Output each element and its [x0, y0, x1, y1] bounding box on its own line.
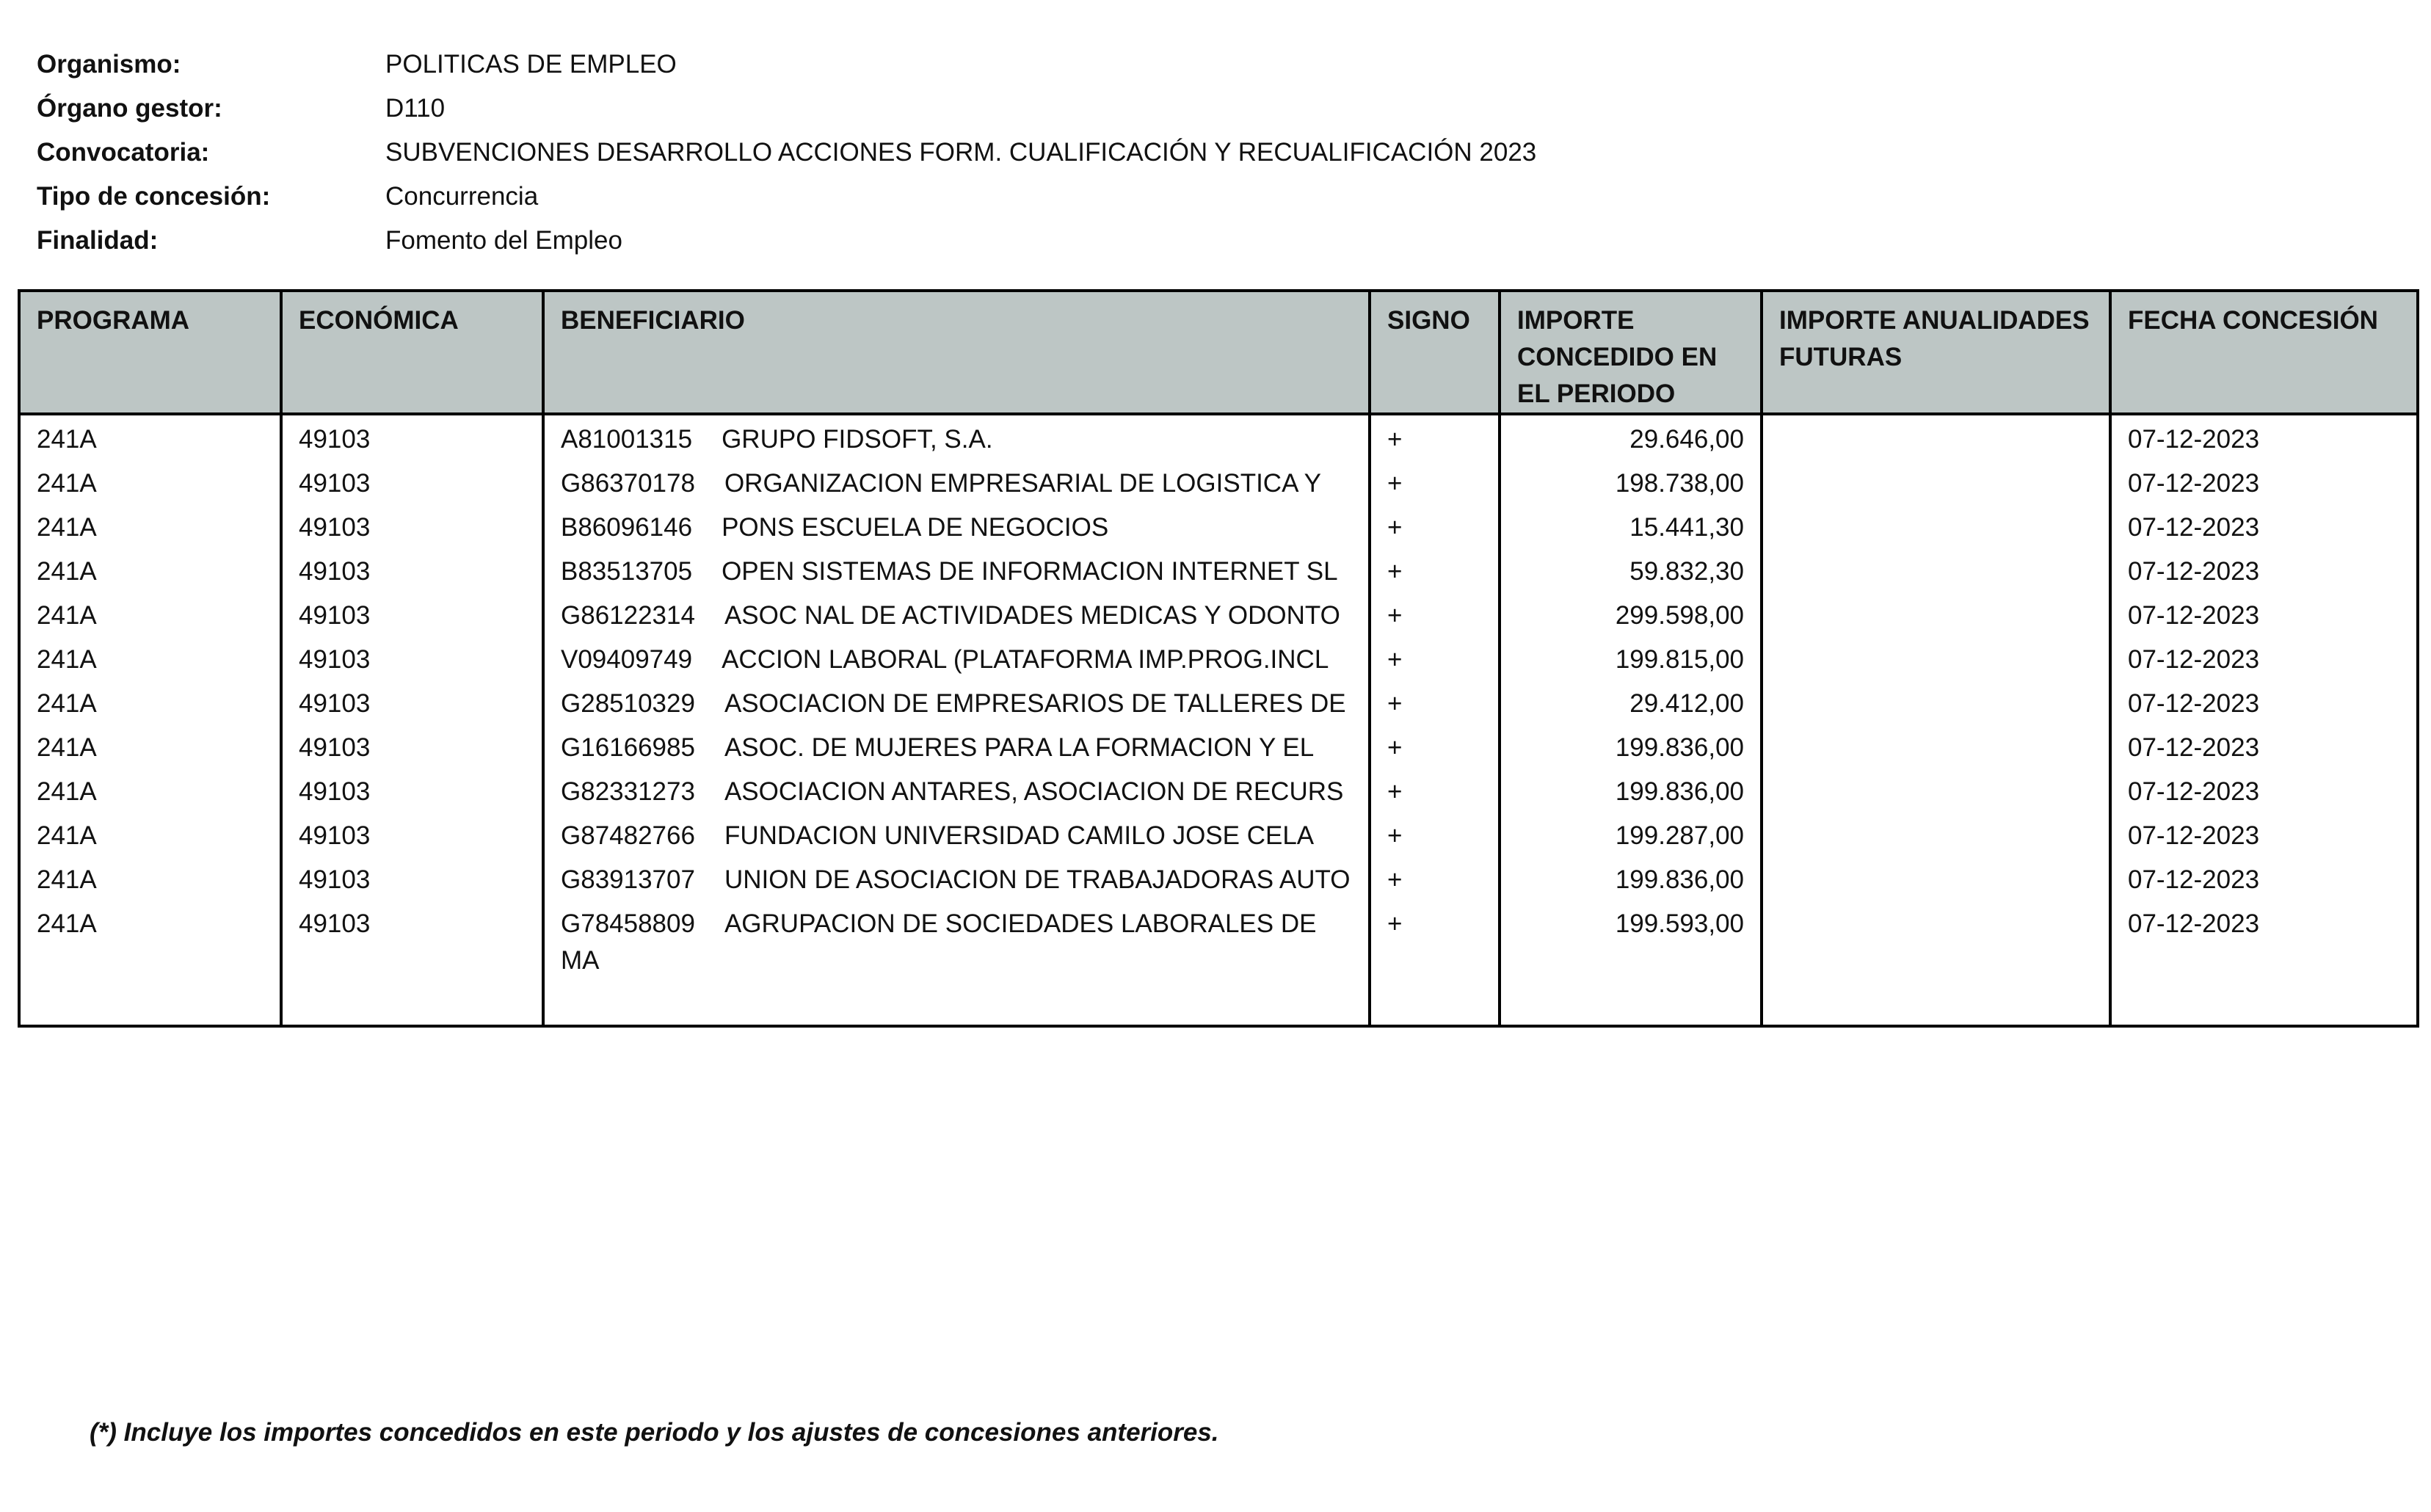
- cell-beneficiario: [543, 592, 1370, 636]
- beneficiary-nif: G83913707: [561, 865, 695, 894]
- table-row: [19, 592, 2418, 636]
- cell-programa: 241A: [19, 768, 281, 812]
- cell-importe-periodo: 199.836,00: [1500, 724, 1762, 768]
- beneficiary-nif: G16166985: [561, 733, 695, 762]
- table-row: [19, 414, 2418, 459]
- table-row: [19, 768, 2418, 812]
- table-row: [19, 900, 2418, 1026]
- cell-importe-periodo: 199.836,00: [1500, 768, 1762, 812]
- beneficiary-name: ASOC. DE MUJERES PARA LA FORMACION Y EL: [724, 733, 1315, 762]
- cell-economica: 49103: [281, 900, 543, 1026]
- beneficiary-nif: G82331273: [561, 777, 695, 806]
- cell-beneficiario: [543, 900, 1370, 1026]
- cell-beneficiario: [543, 812, 1370, 856]
- beneficiary-nif: V09409749: [561, 645, 693, 674]
- cell-programa: 241A: [19, 856, 281, 900]
- cell-signo: +: [1370, 812, 1500, 856]
- beneficiary-name: AGRUPACION DE SOCIEDADES LABORALES DE MA: [561, 909, 1317, 975]
- cell-fecha: 07-12-2023: [2110, 812, 2418, 856]
- cell-fecha: 07-12-2023: [2110, 459, 2418, 504]
- column-header-fecha: FECHA CONCESIÓN: [2110, 291, 2418, 414]
- column-header-economica: ECONÓMICA: [281, 291, 543, 414]
- cell-programa: 241A: [19, 724, 281, 768]
- cell-importe-futuras: [1762, 812, 2110, 856]
- organismo-value: POLITICAS DE EMPLEO: [385, 50, 677, 79]
- cell-importe-futuras: [1762, 724, 2110, 768]
- table-row: [19, 856, 2418, 900]
- column-header-importe-periodo: IMPORTE CONCEDIDO EN EL PERIODO: [1500, 291, 1762, 414]
- cell-economica: 49103: [281, 548, 543, 592]
- cell-importe-futuras: [1762, 592, 2110, 636]
- beneficiary-name: ACCION LABORAL (PLATAFORMA IMP.PROG.INCL: [722, 645, 1329, 674]
- cell-signo: +: [1370, 504, 1500, 548]
- beneficiary-name: ORGANIZACION EMPRESARIAL DE LOGISTICA Y: [724, 469, 1321, 498]
- cell-economica: 49103: [281, 724, 543, 768]
- concessions-table: [18, 289, 2419, 1028]
- cell-economica: 49103: [281, 812, 543, 856]
- table-body: [19, 414, 2418, 1026]
- cell-programa: 241A: [19, 680, 281, 724]
- cell-economica: 49103: [281, 680, 543, 724]
- cell-importe-periodo: 198.738,00: [1500, 459, 1762, 504]
- cell-programa: 241A: [19, 900, 281, 1026]
- tipo-concesion-row: [37, 175, 1536, 219]
- cell-economica: 49103: [281, 856, 543, 900]
- cell-importe-periodo: 199.836,00: [1500, 856, 1762, 900]
- cell-signo: +: [1370, 680, 1500, 724]
- cell-beneficiario: [543, 548, 1370, 592]
- cell-economica: 49103: [281, 636, 543, 680]
- beneficiary-name: UNION DE ASOCIACION DE TRABAJADORAS AUTO: [724, 865, 1351, 894]
- cell-importe-futuras: [1762, 636, 2110, 680]
- cell-signo: +: [1370, 768, 1500, 812]
- cell-economica: 49103: [281, 592, 543, 636]
- beneficiary-nif: G86370178: [561, 469, 695, 498]
- cell-signo: +: [1370, 900, 1500, 1026]
- cell-importe-periodo: 199.593,00: [1500, 900, 1762, 1026]
- table-row: [19, 636, 2418, 680]
- cell-programa: 241A: [19, 414, 281, 459]
- cell-importe-futuras: [1762, 856, 2110, 900]
- cell-programa: 241A: [19, 812, 281, 856]
- cell-fecha: 07-12-2023: [2110, 900, 2418, 1026]
- cell-signo: +: [1370, 592, 1500, 636]
- tipo-concesion-value: Concurrencia: [385, 182, 539, 211]
- cell-signo: +: [1370, 636, 1500, 680]
- cell-economica: 49103: [281, 504, 543, 548]
- convocatoria-value: SUBVENCIONES DESARROLLO ACCIONES FORM. CUALIFICACIÓN Y RECUALIFICACIÓN 2023: [385, 138, 1537, 167]
- beneficiary-name: GRUPO FIDSOFT, S.A.: [722, 425, 993, 454]
- cell-fecha: 07-12-2023: [2110, 680, 2418, 724]
- beneficiary-nif: A81001315: [561, 425, 693, 454]
- cell-fecha: 07-12-2023: [2110, 856, 2418, 900]
- cell-signo: +: [1370, 724, 1500, 768]
- beneficiary-nif: G78458809: [561, 909, 695, 938]
- table-row: [19, 724, 2418, 768]
- beneficiary-name: PONS ESCUELA DE NEGOCIOS: [722, 513, 1109, 542]
- cell-importe-periodo: 299.598,00: [1500, 592, 1762, 636]
- cell-importe-periodo: 59.832,30: [1500, 548, 1762, 592]
- cell-economica: 49103: [281, 768, 543, 812]
- cell-fecha: 07-12-2023: [2110, 768, 2418, 812]
- table-header-row: [19, 291, 2418, 414]
- cell-beneficiario: [543, 680, 1370, 724]
- cell-beneficiario: [543, 414, 1370, 459]
- column-header-signo: SIGNO: [1370, 291, 1500, 414]
- cell-beneficiario: [543, 856, 1370, 900]
- cell-economica: 49103: [281, 459, 543, 504]
- cell-signo: +: [1370, 856, 1500, 900]
- table-row: [19, 812, 2418, 856]
- cell-signo: +: [1370, 459, 1500, 504]
- tipo-concesion-label: Tipo de concesión:: [37, 182, 271, 211]
- cell-programa: 241A: [19, 636, 281, 680]
- cell-signo: +: [1370, 548, 1500, 592]
- cell-beneficiario: [543, 768, 1370, 812]
- column-header-beneficiario: BENEFICIARIO: [543, 291, 1370, 414]
- cell-importe-periodo: 199.815,00: [1500, 636, 1762, 680]
- cell-programa: 241A: [19, 592, 281, 636]
- cell-economica: 49103: [281, 414, 543, 459]
- cell-programa: 241A: [19, 548, 281, 592]
- table-row: [19, 459, 2418, 504]
- cell-beneficiario: [543, 724, 1370, 768]
- column-header-importe-futuras: IMPORTE ANUALIDADES FUTURAS: [1762, 291, 2110, 414]
- cell-fecha: 07-12-2023: [2110, 548, 2418, 592]
- table-row: [19, 548, 2418, 592]
- convocatoria-row: [37, 131, 1536, 175]
- column-header-programa: PROGRAMA: [19, 291, 281, 414]
- cell-importe-periodo: 15.441,30: [1500, 504, 1762, 548]
- beneficiary-name: ASOCIACION ANTARES, ASOCIACION DE RECURS: [724, 777, 1344, 806]
- beneficiary-nif: B86096146: [561, 513, 693, 542]
- beneficiary-name: ASOC NAL DE ACTIVIDADES MEDICAS Y ODONTO: [724, 601, 1340, 630]
- cell-importe-futuras: [1762, 414, 2110, 459]
- table-row: [19, 680, 2418, 724]
- finalidad-value: Fomento del Empleo: [385, 226, 622, 255]
- convocatoria-label: Convocatoria:: [37, 138, 210, 167]
- cell-beneficiario: [543, 504, 1370, 548]
- cell-beneficiario: [543, 636, 1370, 680]
- cell-beneficiario: [543, 459, 1370, 504]
- cell-fecha: 07-12-2023: [2110, 504, 2418, 548]
- cell-programa: 241A: [19, 504, 281, 548]
- cell-programa: 241A: [19, 459, 281, 504]
- cell-fecha: 07-12-2023: [2110, 592, 2418, 636]
- organismo-row: [37, 43, 1536, 87]
- organo-gestor-label: Órgano gestor:: [37, 94, 222, 123]
- cell-importe-periodo: 29.412,00: [1500, 680, 1762, 724]
- cell-importe-futuras: [1762, 459, 2110, 504]
- cell-importe-futuras: [1762, 900, 2110, 1026]
- cell-signo: +: [1370, 414, 1500, 459]
- organo-gestor-value: D110: [385, 94, 446, 123]
- beneficiary-nif: B83513705: [561, 557, 693, 586]
- beneficiary-nif: G87482766: [561, 821, 695, 850]
- cell-fecha: 07-12-2023: [2110, 414, 2418, 459]
- beneficiary-name: ASOCIACION DE EMPRESARIOS DE TALLERES DE: [724, 689, 1346, 718]
- header-metadata: [37, 43, 1536, 263]
- cell-importe-futuras: [1762, 504, 2110, 548]
- cell-importe-periodo: 29.646,00: [1500, 414, 1762, 459]
- cell-importe-futuras: [1762, 548, 2110, 592]
- footnote: (*) Incluye los importes concedidos en este periodo y los ajustes de concesiones anteriores.: [90, 1418, 1219, 1447]
- organismo-label: Organismo:: [37, 50, 181, 79]
- cell-importe-futuras: [1762, 768, 2110, 812]
- cell-fecha: 07-12-2023: [2110, 636, 2418, 680]
- beneficiary-nif: G86122314: [561, 601, 695, 630]
- cell-importe-futuras: [1762, 680, 2110, 724]
- cell-importe-periodo: 199.287,00: [1500, 812, 1762, 856]
- table-row: [19, 504, 2418, 548]
- beneficiary-name: FUNDACION UNIVERSIDAD CAMILO JOSE CELA: [724, 821, 1315, 850]
- organo-gestor-row: [37, 87, 1536, 131]
- cell-fecha: 07-12-2023: [2110, 724, 2418, 768]
- beneficiary-name: OPEN SISTEMAS DE INFORMACION INTERNET SL: [722, 557, 1338, 586]
- finalidad-label: Finalidad:: [37, 226, 159, 255]
- finalidad-row: [37, 219, 1536, 263]
- beneficiary-nif: G28510329: [561, 689, 695, 718]
